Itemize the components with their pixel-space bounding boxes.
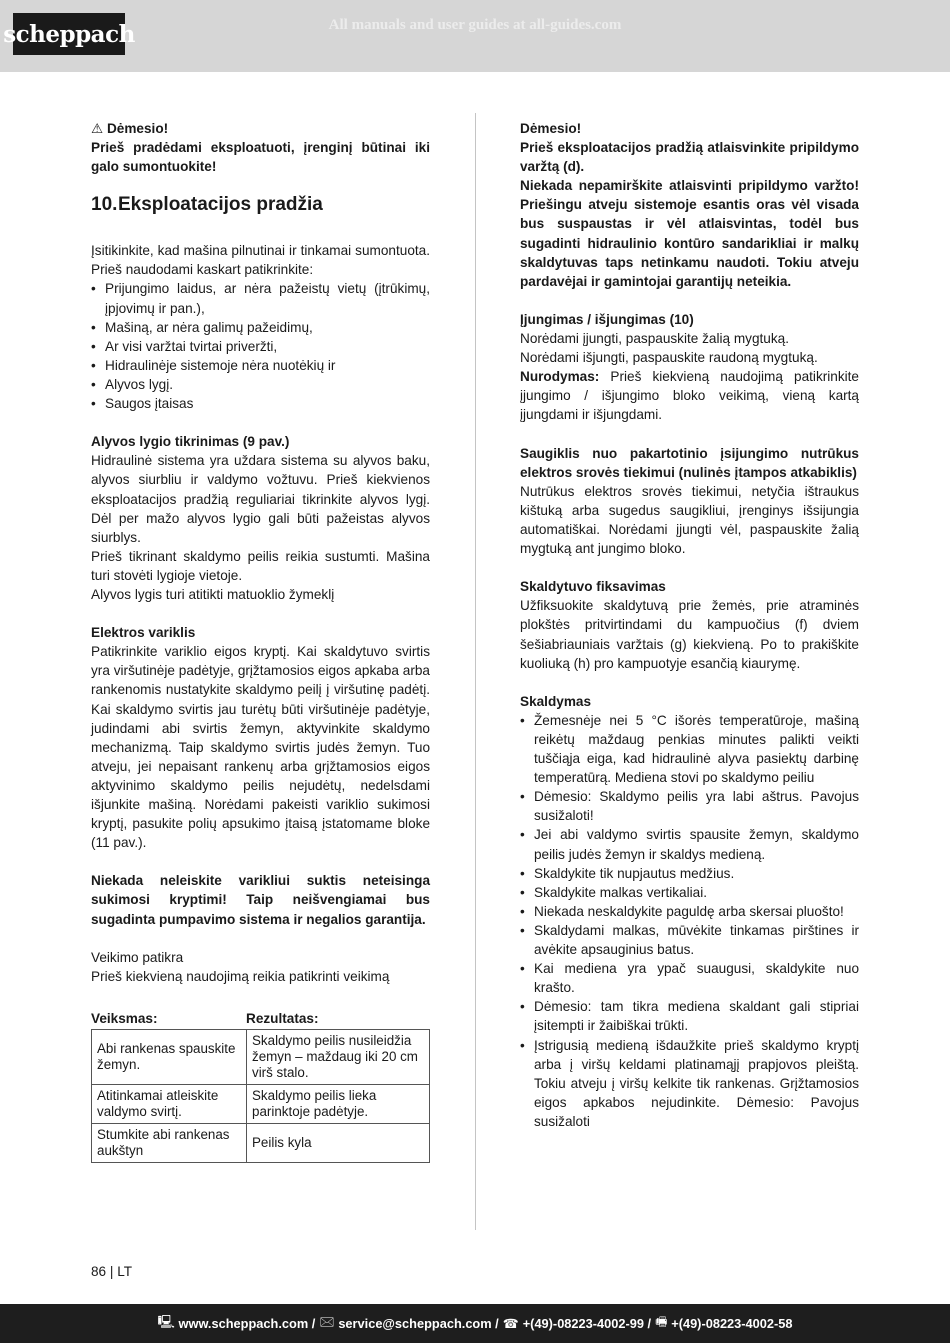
fix-paragraph: Užfiksuokite skaldytuvą prie žemės, prie atraminės plokštės pritvirtindami du kampuočius (f) dviem šešiabriauniais varžtais (g) kiekvieną. Po to prakiškite kuoliuką (h) pro kampuotyje esančią kiaurymę. bbox=[520, 598, 859, 671]
note-label: Nurodymas: bbox=[520, 369, 600, 385]
page-language: LT bbox=[117, 1264, 133, 1279]
note-paragraph bbox=[520, 367, 859, 424]
switch-on-text: Norėdami įjungti, paspauskite žalią mygtuką. bbox=[520, 331, 789, 347]
list-item: • Skaldykite malkas vertikaliai. bbox=[520, 883, 859, 902]
table-cell-result: Skaldymo peilis lieka parinktoje padėtyje. bbox=[247, 1085, 430, 1124]
list-item: • Mašiną, ar nėra galimų pažeidimų, bbox=[91, 318, 430, 337]
table-cell-result: Peilis kyla bbox=[247, 1124, 430, 1163]
fix-heading: Skaldytuvo fiksavimas bbox=[520, 579, 666, 595]
table-cell-action: Stumkite abi rankenas aukštyn bbox=[92, 1124, 247, 1163]
attention-paragraph-1: Prieš eksploatacijos pradžią atlaisvinkite pripildymo varžtą (d). bbox=[520, 140, 859, 175]
motor-warning: Niekada neleiskite varikliui suktis neteisinga sukimosi kryptimi! Taip neišvengiamai bus sugadinta pumpavimo sistema ir negalios garantija. bbox=[91, 873, 430, 927]
attention-title: Dėmesio! bbox=[520, 121, 582, 136]
warning-text: Prieš pradėdami eksploatuoti, įrenginį būtinai iki galo sumontuokite! bbox=[91, 140, 430, 175]
motor-heading: Elektros variklis bbox=[91, 625, 196, 641]
oil-heading: Alyvos lygio tikrinimas (9 pav.) bbox=[91, 434, 290, 450]
mail-icon: 🖂 bbox=[319, 1313, 335, 1329]
table-header-result: Rezultatas: bbox=[246, 1011, 319, 1027]
list-item: • Kai mediena yra ypač suaugusi, skaldykite nuo krašto. bbox=[520, 959, 859, 997]
section-number: 10. bbox=[91, 194, 118, 216]
check-title: Veikimo patikra bbox=[91, 949, 184, 965]
footer-fax: +(49)-08223-4002-58 bbox=[671, 1316, 793, 1331]
warning-title: Dėmesio! bbox=[106, 121, 169, 136]
list-item: • Ar visi varžtai tvirtai priveržti, bbox=[91, 337, 430, 356]
fuse-heading: Saugiklis nuo pakartotinio įsijungimo nutrūkus elektros srovės tiekimui (nulinės įtampos atkabiklis) bbox=[520, 445, 859, 480]
list-item: • Saugos įtaisas bbox=[91, 394, 430, 413]
right-column bbox=[520, 119, 859, 1131]
page-separator: | bbox=[109, 1264, 114, 1279]
header-band bbox=[0, 0, 950, 72]
list-item: • Įstrigusią medieną išdaužkite prieš skaldymo kryptį arba į viršų keldami platinamąjį prapjovos pleištą. Tokiu atveju į viršų kelkite tik rankenas. Grįžtamosios eigos apkabos nejudinkite. Dėmesio: Pavojus susižaloti bbox=[520, 1036, 859, 1131]
list-item: • Hidraulinėje sistemoje nėra nuotėkių ir bbox=[91, 356, 430, 375]
table-header-action: Veiksmas: bbox=[91, 1011, 158, 1027]
list-item: • Dėmesio: Skaldymo peilis yra labi aštrus. Pavojus susižaloti! bbox=[520, 787, 859, 825]
phone-icon: ☎ bbox=[502, 1315, 519, 1331]
intro-paragraph: Įsitikinkite, kad mašina pilnutinai ir tinkamai sumontuota. Prieš naudodami kaskart patikrinkite: bbox=[91, 243, 430, 278]
warning-block bbox=[91, 119, 430, 138]
fax-icon: 🖷 bbox=[655, 1313, 668, 1329]
section-title: Eksploatacijos pradžia bbox=[118, 194, 323, 216]
check-text: Prieš kiekvieną naudojimą reikia patikrinti veikimą bbox=[91, 968, 390, 984]
footer-website: www.scheppach.com / bbox=[178, 1316, 316, 1331]
oil-paragraph-1: Hidraulinė sistema yra uždara sistema su alyvos baku, alyvos siurbliu ir valdymo vožtuvu. Prieš kiekvienos eksploatacijos pradžią reguliariai tikrinkite alyvos lygį. Dėl per mažo alyvos lygio gali būti pažeistas alyvos siurblys. bbox=[91, 453, 430, 545]
switch-off-text: Norėdami išjungti, paspauskite raudoną mygtuką. bbox=[520, 350, 818, 366]
footer-phone: +(49)-08223-4002-99 / bbox=[522, 1316, 652, 1331]
fuse-paragraph: Nutrūkus elektros srovės tiekimui, netyčia ištraukus kištuką arba sugedus saugikliui, įrenginys išsijungia automatiškai. Norėdami įjungti vėl, paspauskite žalią mygtuką ant jungimo bloko. bbox=[520, 483, 859, 557]
split-list bbox=[520, 711, 859, 1131]
list-item: • Niekada neskaldykite paguldę arba skersai pluošto! bbox=[520, 902, 859, 921]
note-text: Prieš kiekvieną naudojimą patikrinkite įjungimo / išjungimo bloko veikimą, vieną kartą įjungdami ir išjungdami. bbox=[520, 369, 859, 423]
section-heading bbox=[91, 193, 430, 217]
switch-heading: Įjungimas / išjungimas (10) bbox=[520, 311, 694, 327]
oil-paragraph-3: Alyvos lygis turi atitikti matuoklio žymeklį bbox=[91, 586, 335, 602]
table-cell-action: Abi rankenas spauskite žemyn. bbox=[92, 1030, 247, 1085]
split-heading: Skaldymas bbox=[520, 693, 592, 709]
oil-paragraph-2: Prieš tikrinant skaldymo peilis reikia sustumti. Mašina turi stovėti lygioje vietoje. bbox=[91, 548, 430, 583]
table-header bbox=[91, 1009, 430, 1028]
results-table bbox=[91, 1029, 430, 1163]
column-divider bbox=[475, 113, 476, 1230]
brand-logo: scheppach bbox=[13, 13, 125, 55]
list-item: • Dėmesio: tam tikra mediena skaldant gali stipriai įsitempti ir žaibiškai trūkti. bbox=[520, 997, 859, 1035]
table-cell-action: Atitinkamai atleiskite valdymo svirtį. bbox=[92, 1085, 247, 1124]
motor-paragraph: Patikrinkite variklio eigos kryptį. Kai skaldytuvo svirtis yra viršutinėje padėtyje, grįžtamosios eigos apkaba arba rankenomis nustatykite skaldymo peilį į viršutinę padėtį. Kai skaldymo svirtis jau turėtų būti viršutinėje padėtyje, judindami abi svirtis žemyn, aktyvinkite skaldymo mechanizmą. Taip skaldymo svirtis judės žemyn. Tuo atveju, jei nepaisant rankenų arba grįžtamosios eigos aktyvinimo skaldymo peilis nejudėtų, nedelsdami išjunkite mašiną. Norėdami pakeisti variklio sukimosi kryptį, pasukite polių apsukimo įtaisą įstatomame bloke (11 pav.). bbox=[91, 644, 430, 851]
table-row bbox=[92, 1030, 430, 1085]
warning-icon: ⚠ bbox=[91, 121, 104, 136]
footer-band bbox=[0, 1304, 950, 1343]
page-number bbox=[91, 1264, 132, 1279]
checklist bbox=[91, 279, 430, 413]
list-item: • Skaldykite tik nupjautus medžius. bbox=[520, 864, 859, 883]
table-cell-result: Skaldymo peilis nusileidžia žemyn – maždaug iki 20 cm virš stalo. bbox=[247, 1030, 430, 1085]
page-number-value: 86 bbox=[91, 1264, 107, 1279]
list-item: • Žemesnėje nei 5 °C išorės temperatūroje, mašiną reikėtų maždaug penkias minutes palikti veikti tuščiąja eiga, kad hidraulinė alyva pasiektų darbinę temperatūrą. Mediena stovi po skaldymo peiliu bbox=[520, 711, 859, 787]
footer-email: service@scheppach.com / bbox=[338, 1316, 499, 1331]
computer-icon: 🖳 bbox=[157, 1313, 175, 1329]
watermark-text: All manuals and user guides at all-guides.com bbox=[328, 17, 622, 33]
attention-paragraph-2: Niekada nepamirškite atlaisvinti pripildymo varžto! Priešingu atveju sistemoje esantis oras vėl visada bus suspaustas ir vėl atlaisvintas, todėl bus sugadinti hidraulinio kontūro sandarikliai ir malkų skaldytuvas taps netinkamu naudoti. Tokiu atveju pardavėjai ir gamintojai garantijų neteikia. bbox=[520, 178, 859, 289]
table-row bbox=[92, 1124, 430, 1163]
list-item: • Alyvos lygį. bbox=[91, 375, 430, 394]
list-item: • Skaldydami malkas, mūvėkite tinkamas pirštines ir avėkite apsauginius batus. bbox=[520, 921, 859, 959]
list-item: • Jei abi valdymo svirtis spausite žemyn, skaldymo peilis judės žemyn ir skaldys medieną. bbox=[520, 825, 859, 863]
table-row bbox=[92, 1085, 430, 1124]
list-item: • Prijungimo laidus, ar nėra pažeistų vietų (įtrūkimų, įpjovimų ir pan.), bbox=[91, 279, 430, 317]
left-column bbox=[91, 119, 430, 1163]
